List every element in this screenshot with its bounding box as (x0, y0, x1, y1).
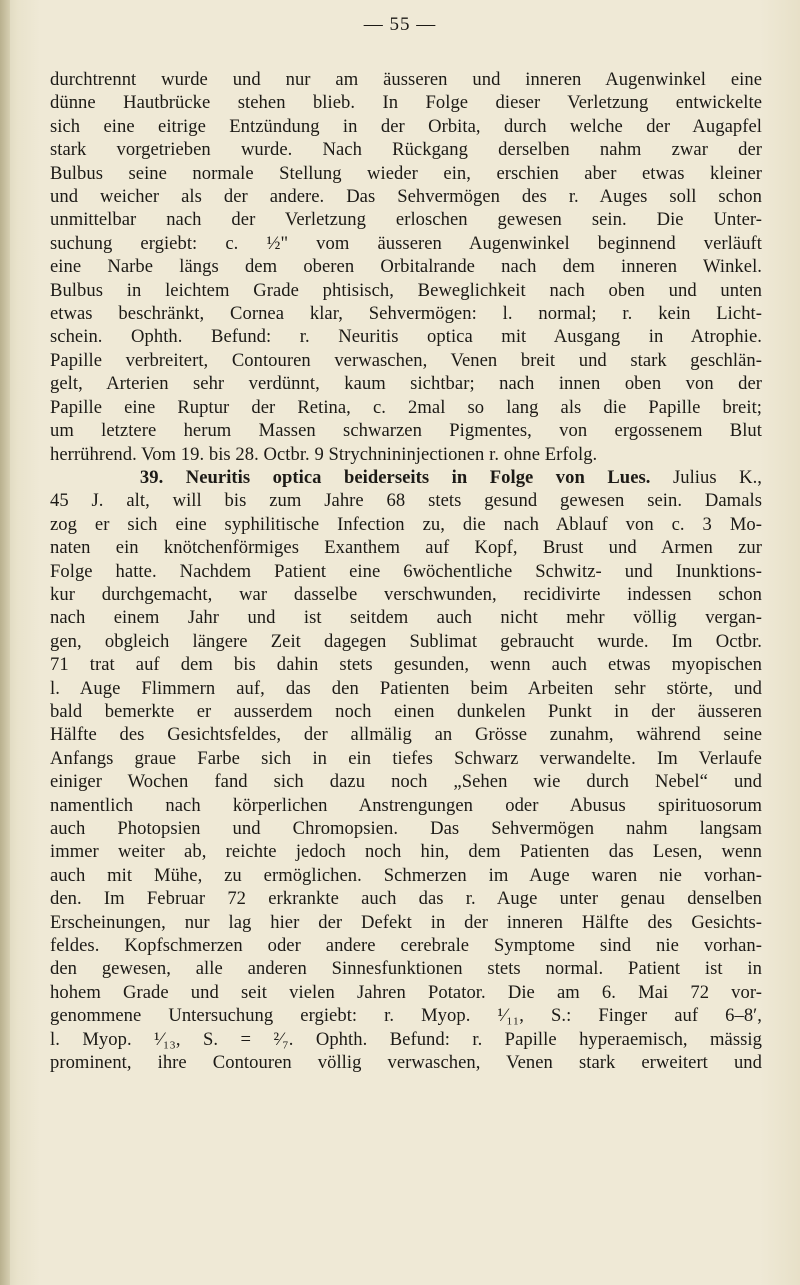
page-gutter (0, 0, 10, 1285)
text-line: 45 J. alt, will bis zum Jahre 68 stets gesund gewesen sein. Damals (50, 490, 762, 512)
text-line: Bulbus in leichtem Grade phtisisch, Beweglichkeit nach oben und unten (50, 279, 762, 301)
case-heading-line (50, 466, 762, 489)
text-line: genommene Untersuchung ergiebt: r. Myop. ¹⁄₁₁, S.: Finger auf 6–8′, (50, 1005, 762, 1027)
text-line: gelt, Arterien sehr verdünnt, kaum sichtbar; nach innen oben von der (50, 373, 762, 395)
text-line: Bulbus seine normale Stellung wieder ein, erschien aber etwas kleiner (50, 162, 762, 184)
text-line: stark vorgetrieben wurde. Nach Rückgang derselben nahm zwar der (50, 139, 762, 161)
text-line: Anfangs graue Farbe sich in ein tiefes Schwarz verwandelte. Im Verlaufe (50, 747, 762, 769)
text-line: einiger Wochen fand sich dazu noch „Sehen wie durch Nebel“ und (50, 771, 762, 793)
text-line: auch Photopsien und Chromopsien. Das Sehvermögen nahm langsam (50, 818, 762, 839)
text-line: eine Narbe längs dem oberen Orbitalrande nach dem inneren Winkel. (50, 256, 762, 278)
text-line: naten ein knötchenförmiges Exanthem auf Kopf, Brust und Armen zur (50, 537, 762, 559)
text-line: Papille verbreitert, Contouren verwaschen, Venen breit und stark geschlän- (50, 349, 762, 371)
text-line: l. Myop. ¹⁄₁₃, S. = ²⁄₇. Ophth. Befund: r. Papille hyperaemisch, mässig (50, 1028, 762, 1050)
text-line: l. Auge Flimmern auf, das den Patienten beim Arbeiten sehr störte, und (50, 677, 762, 699)
case-paragraph (50, 489, 762, 1074)
text-line: 71 trat auf dem bis dahin stets gesunden, wenn auch etwas myopischen (50, 654, 762, 676)
text-line: kur durchgemacht, war dasselbe verschwunden, recidivirte indessen schon (50, 583, 762, 605)
text-line: feldes. Kopfschmerzen oder andere cerebrale Symptome sind nie vorhan- (50, 935, 762, 957)
text-line: bald bemerkte er ausserdem noch einen dunkelen Punkt in der äusseren (50, 700, 762, 722)
text-line: nach einem Jahr und ist seitdem auch nicht mehr völlig vergan- (50, 607, 762, 629)
text-line: suchung ergiebt: c. ½" vom äusseren Augenwinkel beginnend verläuft (50, 232, 762, 254)
text-line: auch mit Mühe, zu ermöglichen. Schmerzen im Auge waren nie vorhan- (50, 864, 762, 886)
text-line: etwas beschränkt, Cornea klar, Sehvermögen: l. normal; r. kein Licht- (50, 303, 762, 325)
page-number: — 55 — (363, 14, 437, 35)
text-line: zog er sich eine syphilitische Infection zu, die nach Ablauf von c. 3 Mo- (50, 513, 762, 535)
paragraph-continuation (50, 68, 762, 466)
text-line: und weicher als der andere. Das Sehvermögen des r. Auges soll schon (50, 186, 762, 208)
text-line: hohem Grade und seit vielen Jahren Potator. Die am 6. Mai 72 vor- (50, 981, 762, 1003)
text-line: namentlich nach körperlichen Anstrengungen oder Abusus spirituosorum (50, 794, 762, 816)
text-line: gen, obgleich längere Zeit dagegen Sublimat gebraucht wurde. Im Octbr. (50, 630, 762, 652)
text-line: Erscheinungen, nur lag hier der Defekt in der inneren Hälfte des Gesichts- (50, 911, 762, 933)
text-line: schein. Ophth. Befund: r. Neuritis optica mit Ausgang in Atrophie. (50, 326, 762, 348)
text-line: unmittelbar nach der Verletzung erloschen gewesen sein. Die Unter- (50, 209, 762, 231)
body-text (50, 68, 762, 1074)
text-line: Folge hatte. Nachdem Patient eine 6wöchentliche Schwitz- und Inunktions- (50, 560, 762, 582)
text-line: immer weiter ab, reichte jedoch noch hin, dem Patienten das Lesen, wenn (50, 841, 762, 863)
text-line: Hälfte des Gesichtsfeldes, der allmälig an Grösse zunahm, während seine (50, 724, 762, 746)
text-line: den gewesen, alle anderen Sinnesfunktionen stets normal. Patient ist in (50, 958, 762, 980)
text-line: um letztere herum Massen schwarzen Pigmentes, von ergossenem Blut (50, 420, 762, 442)
text-line: den. Im Februar 72 erkrankte auch das r. Auge unter genau denselben (50, 888, 762, 910)
text-line: prominent, ihre Contouren völlig verwaschen, Venen stark erweitert und (50, 1052, 762, 1074)
case-patient: Julius K., (672, 466, 762, 488)
text-line: herrührend. Vom 19. bis 28. Octbr. 9 Strychnininjectionen r. ohne Erfolg. (50, 443, 598, 465)
case-heading: 39. Neuritis optica beiderseits in Folge von Lues. (139, 466, 651, 488)
text-line: dünne Hautbrücke stehen blieb. In Folge dieser Verletzung entwickelte (50, 92, 762, 114)
text-line: durchtrennt wurde und nur am äusseren und inneren Augenwinkel eine (50, 69, 762, 90)
text-line: sich eine eitrige Entzündung in der Orbita, durch welche der Augapfel (50, 115, 762, 137)
text-line: Papille eine Ruptur der Retina, c. 2mal so lang als die Papille breit; (50, 396, 762, 418)
